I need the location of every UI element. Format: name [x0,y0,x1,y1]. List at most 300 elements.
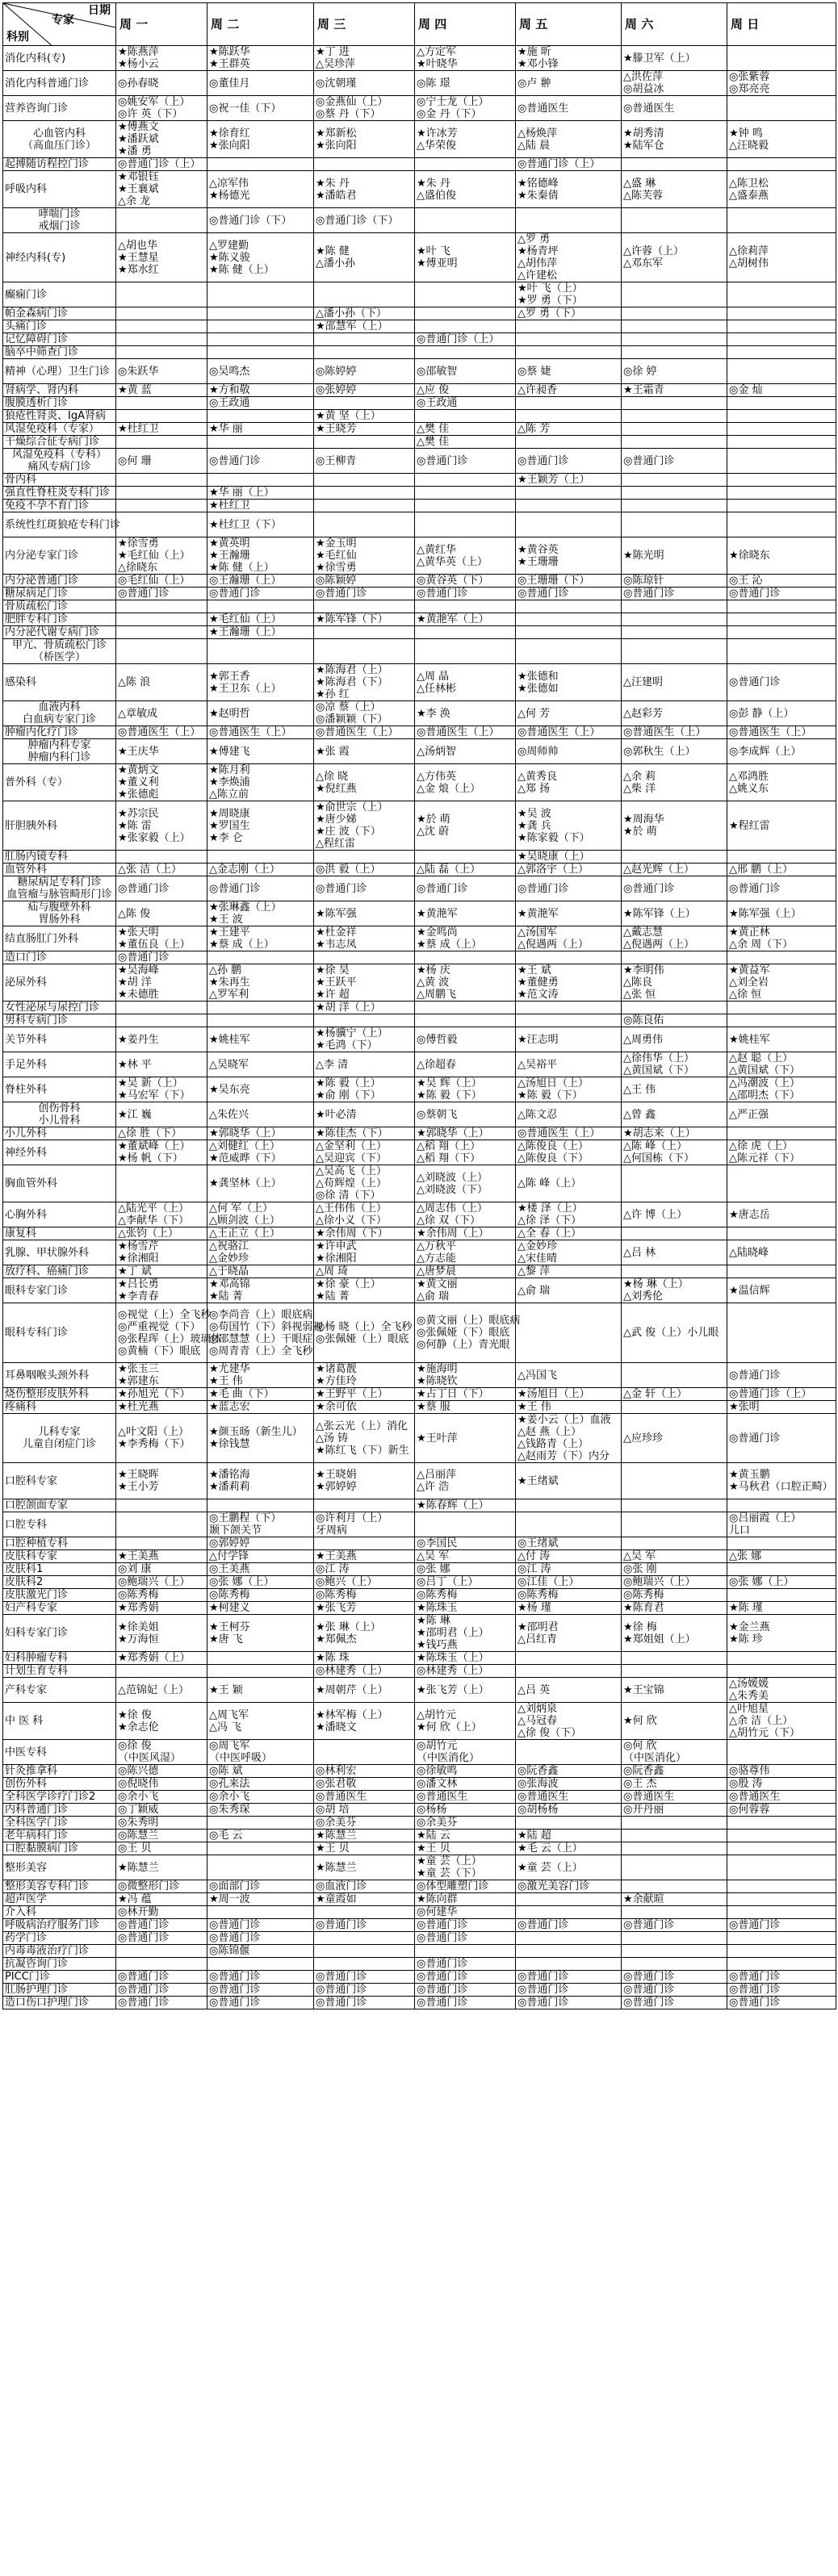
doctor-entry: △汪晓毅 [729,139,769,152]
dept-name: 神经外科 [5,1146,48,1159]
dept-cell [3,1791,116,1804]
doctor-entry: ◎邵敏智 [417,365,458,378]
corner-expert-label: 专家 [52,14,74,27]
doctor-entry: ◎骆尊伟 [729,1765,770,1777]
schedule-cell [415,1678,516,1703]
schedule-cell [727,1227,836,1240]
schedule-cell [622,1740,727,1765]
dept-name: 神经内科(专) [5,251,66,264]
schedule-cell [622,96,727,121]
doctor-entry: △陈卫松 [729,177,769,190]
schedule-cell [415,1817,516,1830]
schedule-cell [622,1303,727,1363]
doctor-entry: ★唐少娣 [316,813,357,826]
schedule-cell [516,801,622,851]
dept-name: 消化内科普通门诊 [5,77,90,90]
schedule-cell [116,613,207,626]
doctor-entry: ★周一波 [209,1893,250,1905]
table-row [3,588,836,600]
doctor-entry: △华荣俊 [417,139,456,152]
doctor-entry: ★张 霞 [316,745,350,758]
doctor-entry: ★罗 勇（下） [517,295,583,307]
table-row [3,1589,836,1602]
doctor-entry: ◎普通门诊 [209,1997,261,2009]
schedule-cell [314,1014,415,1027]
schedule-cell [116,1576,207,1589]
dept-cell [3,1817,116,1830]
doctor-entry: △陈 芳 [517,423,551,435]
schedule-cell [415,639,516,664]
schedule-cell [314,1678,415,1703]
doctor-entry: ★潘晓文 [316,1721,357,1733]
schedule-cell [207,171,314,208]
table-row [3,1893,836,1906]
doctor-entry: △章敏成 [118,707,157,720]
doctor-entry: ◎激光美容门诊 [517,1880,590,1892]
schedule-cell [516,626,622,639]
schedule-cell [516,436,622,449]
table-row [3,1778,836,1791]
doctor-entry: △朱佐兴 [209,1108,249,1121]
schedule-cell [622,1765,727,1778]
doctor-entry: ★杨雪芹 [118,1240,159,1252]
schedule-cell [116,1791,207,1804]
schedule-cell [415,1512,516,1537]
doctor-entry: ★黄 坚（上） [316,410,381,422]
schedule-cell [415,1791,516,1804]
dept-cell [3,307,116,320]
doctor-entry: ◎王美燕 [209,1563,250,1575]
dept-cell [3,1576,116,1589]
dept-cell [3,1971,116,1984]
doctor-entry: ◎普通医生（上） [517,1127,601,1140]
doctor-entry: ◎何静（上）青光眼 [417,1339,510,1351]
schedule-cell [116,1077,207,1102]
doctor-entry: ◎普通门诊 [729,1369,781,1382]
schedule-cell [116,600,207,613]
schedule-cell [622,449,727,474]
doctor-entry: ★张飞芳（上） [417,1683,489,1696]
doctor-entry: ◎卢 翀 [517,77,551,90]
table-row [3,208,836,233]
schedule-cell [727,801,836,851]
doctor-entry: △胡也华 [118,239,157,252]
doctor-entry: ★叶必清 [316,1108,357,1121]
schedule-cell [727,1906,836,1919]
schedule-cell [516,1971,622,1984]
doctor-entry: ★王建平 [209,926,250,939]
schedule-cell [116,951,207,964]
schedule-cell [314,801,415,851]
dept-name: 血管外科 [5,864,48,876]
schedule-cell [116,1678,207,1703]
doctor-entry: △冯 飞 [209,1721,242,1733]
doctor-entry: ◎蔡 丹（下） [316,108,381,120]
table-row [3,1855,836,1880]
doctor-entry: ◎普通门诊 [118,882,170,895]
doctor-entry: △倪遇两（上） [623,939,694,951]
schedule-cell [622,639,727,664]
doctor-entry: ★郑秀娟（上） [118,1652,191,1664]
doctor-entry: ◎傅哲毅 [417,1033,458,1046]
table-row [3,739,836,764]
dept-cell [3,926,116,951]
schedule-cell [516,600,622,613]
schedule-cell [727,1984,836,1997]
doctor-entry: ★郑姐姐（上） [623,1633,696,1646]
dept-cell [3,1893,116,1906]
doctor-entry: ◎普通门诊（上） [517,158,601,170]
schedule-cell [314,282,415,307]
schedule-cell [727,726,836,739]
schedule-cell [314,46,415,71]
schedule-cell [116,333,207,346]
schedule-cell [116,1240,207,1265]
schedule-cell [207,626,314,639]
schedule-cell [727,964,836,1002]
doctor-entry: ★陈佳杰（下） [316,1127,388,1140]
doctor-entry: ★陈 珍 [729,1633,763,1646]
doctor-entry: △盛 琳 [623,177,656,190]
doctor-entry: ★王美燕 [316,1550,357,1562]
schedule-cell [415,600,516,613]
schedule-cell [415,926,516,951]
schedule-cell [415,436,516,449]
doctor-entry: ◎金燕仙（上） [316,96,388,108]
dept-name: （桥医学） [32,651,86,663]
doctor-entry: ★王宝锦 [623,1683,664,1696]
doctor-entry: ★吴东亮 [209,1083,250,1096]
dept-name: 心胸外科 [5,1208,48,1221]
doctor-entry: ★徐晓东 [729,550,770,562]
doctor-entry: ◎普通门诊 [417,882,468,895]
schedule-cell [116,1363,207,1388]
doctor-entry: △徐 虎（上） [729,1140,794,1152]
doctor-entry: △徐 泽（下） [517,1215,582,1227]
schedule-cell [727,1463,836,1499]
dept-name: 糖尿病足专科门诊 [17,876,102,889]
doctor-entry: ◎陈良佑 [623,1014,664,1027]
doctor-entry: ◎普通门诊 [623,1984,675,1996]
schedule-cell [314,537,415,575]
doctor-entry: ◎江 涛 [316,1563,350,1575]
schedule-cell [314,1499,415,1512]
schedule-cell [314,613,415,626]
schedule-cell [415,449,516,474]
schedule-cell [116,575,207,588]
schedule-cell [516,1052,622,1077]
doctor-entry: ★杨骥宁（上） [316,1027,388,1039]
dept-cell [3,1240,116,1265]
schedule-cell [207,1499,314,1512]
schedule-cell [415,613,516,626]
doctor-entry: ★金玉明 [316,537,357,550]
doctor-entry: ★黄谷英 [517,543,559,556]
dept-name: 免疫不孕不育门诊 [5,500,90,512]
schedule-cell [727,1014,836,1027]
schedule-cell [116,1602,207,1615]
doctor-entry: ★徐雪勇 [118,537,159,550]
doctor-entry: ◎孔来法 [209,1778,250,1790]
schedule-cell [116,1589,207,1602]
schedule-cell [516,1830,622,1842]
schedule-cell [622,171,727,208]
table-row [3,1906,836,1919]
schedule-cell [516,1997,622,2009]
schedule-cell [415,1102,516,1127]
schedule-cell [622,1880,727,1893]
doctor-entry: （中医呼吸） [209,1752,273,1764]
schedule-cell [622,613,727,626]
schedule-cell [207,1414,314,1463]
table-row [3,1240,836,1265]
schedule-cell [116,739,207,764]
dept-cell [3,1880,116,1893]
schedule-cell [516,1363,622,1388]
schedule-cell [415,1932,516,1945]
schedule-cell [622,1401,727,1414]
dept-cell [3,1002,116,1014]
schedule-cell [415,1602,516,1615]
schedule-cell [727,1652,836,1665]
dept-name: 糖尿病足门诊 [5,588,69,600]
table-row [3,951,836,964]
schedule-cell [727,1102,836,1127]
doctor-entry: ★陈燕萍 [118,46,159,58]
doctor-entry: △陈 峰（上） [623,1140,688,1152]
dept-cell [3,1401,116,1414]
doctor-entry: ◎普通门诊 [417,1997,468,2009]
doctor-entry: ★张向阳 [209,139,250,152]
doctor-entry: △曾 鑫 [623,1108,656,1121]
schedule-cell [116,423,207,436]
doctor-entry: △黄华英（上） [417,555,488,568]
dept-name: 小儿外科 [5,1127,48,1140]
doctor-entry: ◎杨 晓（上）全飞秒 [316,1320,413,1333]
doctor-entry: ◎普通门诊 [417,1971,468,1983]
doctor-entry: ★郭建东 [118,1375,159,1387]
schedule-cell [516,1202,622,1227]
schedule-cell [207,801,314,851]
schedule-cell [116,359,207,384]
schedule-cell [314,1665,415,1678]
doctor-entry: ★王慧星 [118,251,159,264]
schedule-cell [516,1002,622,1014]
schedule-cell [314,1740,415,1765]
doctor-entry: ◎普通门诊 [209,1971,261,1983]
doctor-entry: ★冯 蕴 [118,1893,152,1905]
doctor-entry: ◎陈秀梅 [316,1589,357,1601]
schedule-cell [415,1002,516,1014]
dept-cell [3,1537,116,1550]
doctor-entry: ★范威晔（下） [209,1152,282,1165]
doctor-entry: ★吴晓康（上） [517,851,590,863]
schedule-cell [207,1703,314,1740]
schedule-cell [116,926,207,951]
schedule-cell [622,1002,727,1014]
doctor-entry: ★姚桂军 [729,1033,770,1046]
schedule-cell [727,1830,836,1842]
doctor-entry: ★俞 刚（下） [316,1089,381,1102]
dept-cell [3,1602,116,1615]
doctor-entry: ◎普通门诊 [623,1971,675,1983]
dept-cell [3,701,116,726]
schedule-cell [516,901,622,926]
doctor-entry: ◎普通门诊 [623,1919,675,1931]
doctor-entry: ★徐 梅 [623,1620,657,1633]
schedule-cell [516,1740,622,1765]
schedule-cell [314,1401,415,1414]
schedule-cell [116,1971,207,1984]
schedule-cell [314,851,415,864]
doctor-entry: △金 烺（上） [417,782,481,795]
doctor-entry: ◎普通门诊 [517,588,569,600]
table-row [3,764,836,801]
table-row [3,1140,836,1165]
doctor-entry: ★杜金祥 [316,926,357,939]
doctor-entry: ◎郭婷婷 [209,1537,250,1549]
schedule-cell [314,1265,415,1278]
schedule-cell [415,851,516,864]
schedule-cell [622,626,727,639]
doctor-entry: ★张明 [729,1401,760,1413]
doctor-entry: △赵彩芳 [623,707,663,720]
doctor-entry: △潘小孙 [316,257,355,270]
doctor-entry: ◎林建秀（上） [417,1665,489,1677]
dept-cell [3,1855,116,1880]
schedule-cell [314,423,415,436]
schedule-cell [727,1703,836,1740]
schedule-cell [207,1077,314,1102]
doctor-entry: ★董伍良（上） [118,939,191,951]
doctor-entry: △余 莉 [623,770,656,783]
doctor-entry: ◎周师帅 [517,745,559,758]
doctor-entry: ◎宁士龙（上） [417,96,489,108]
doctor-entry: ◎普通门诊 [209,1984,261,1996]
dept-name: 针灸推拿科 [5,1765,58,1777]
table-row [3,1265,836,1278]
doctor-entry: ★陈慧兰 [316,1861,357,1874]
doctor-entry: ★黄正林 [729,926,770,939]
schedule-cell [207,926,314,951]
doctor-entry: △吴迎宾（下） [316,1152,387,1165]
doctor-entry: △周鹏飞 [417,989,456,1001]
schedule-cell [727,1778,836,1791]
schedule-cell [516,1602,622,1615]
table-row [3,474,836,487]
doctor-entry: ◎王政通 [417,397,458,409]
doctor-entry: ★陆 菁 [209,1290,243,1303]
doctor-entry: ◎普通门诊 [517,454,569,467]
dept-cell [3,964,116,1002]
schedule-cell [116,1958,207,1971]
doctor-entry: ◎陈慧兰 [118,1830,159,1842]
schedule-cell [314,964,415,1002]
doctor-entry: △孙 鹏 [209,964,242,976]
doctor-entry: ★柯建义 [209,1602,250,1614]
doctor-entry: ★王 伟 [209,1375,243,1387]
schedule-cell [516,726,622,739]
schedule-cell [727,1388,836,1401]
dept-name: 戒烟门诊 [38,220,81,232]
doctor-entry: ◎余小飞 [209,1791,250,1803]
doctor-entry: ★杨 帆（下） [118,1152,183,1165]
schedule-cell [207,1652,314,1665]
schedule-cell [314,1537,415,1550]
doctor-entry: ◎何 珊 [118,454,152,467]
doctor-entry: ★郭婷婷 [316,1481,357,1493]
doctor-entry: ★万海恒 [118,1633,159,1646]
schedule-cell [727,876,836,901]
doctor-entry: ★蔡 成（上） [209,939,274,951]
schedule-cell [622,1652,727,1665]
dept-cell [3,96,116,121]
doctor-entry: ★钱巧燕 [417,1639,458,1651]
schedule-cell [622,474,727,487]
doctor-entry: △沈 蔚 [417,826,450,838]
doctor-entry: ★王珊珊 [517,555,559,568]
table-row [3,1165,836,1202]
schedule-cell [314,410,415,423]
schedule-cell [314,384,415,397]
doctor-entry: △应 俊 [417,384,450,396]
table-row [3,410,836,423]
doctor-entry: △武 俊（上）小儿眼 [623,1327,719,1339]
schedule-cell [622,410,727,423]
schedule-cell [516,1537,622,1550]
schedule-cell [314,121,415,158]
dept-name: 全科医学门诊 [5,1817,69,1829]
schedule-cell [516,588,622,600]
schedule-cell [727,1945,836,1958]
doctor-entry: △何国栋（下） [623,1152,694,1165]
doctor-entry: ★方和敬 [209,384,250,396]
schedule-cell [516,951,622,964]
schedule-cell [116,801,207,851]
doctor-entry: ◎黄楠（下）眼底 [118,1344,201,1357]
schedule-cell [727,436,836,449]
schedule-cell [116,208,207,233]
dept-cell [3,1463,116,1499]
table-row [3,158,836,171]
schedule-cell [207,1971,314,1984]
schedule-cell [207,1576,314,1589]
dept-name: 胸血管外科 [5,1177,58,1190]
schedule-cell [415,951,516,964]
dept-name: 创伤外科 [5,1778,48,1790]
schedule-cell [622,1817,727,1830]
doctor-entry: ★陈跃华 [209,46,250,58]
dept-name: 精神（心理）卫生门诊 [5,365,111,378]
schedule-cell [727,500,836,512]
doctor-entry: ◎张 刚 [623,1563,657,1575]
schedule-cell [415,739,516,764]
schedule-cell [622,1165,727,1202]
doctor-entry: △杨焕萍 [517,127,557,140]
dept-name: 眼科专科门诊 [5,1327,69,1339]
schedule-cell [622,487,727,500]
doctor-entry: ◎陈 璟 [417,77,450,90]
dept-name: 风湿免疫科（专科） [11,449,107,461]
schedule-cell [415,1958,516,1971]
schedule-cell [207,1842,314,1855]
dept-name: 胃肠外科 [38,914,81,926]
schedule-cell [314,359,415,384]
doctor-entry: ★徐育红 [209,127,250,140]
schedule-cell [207,1945,314,1958]
dept-cell [3,1958,116,1971]
doctor-entry: △邓鸿胜 [729,770,769,783]
